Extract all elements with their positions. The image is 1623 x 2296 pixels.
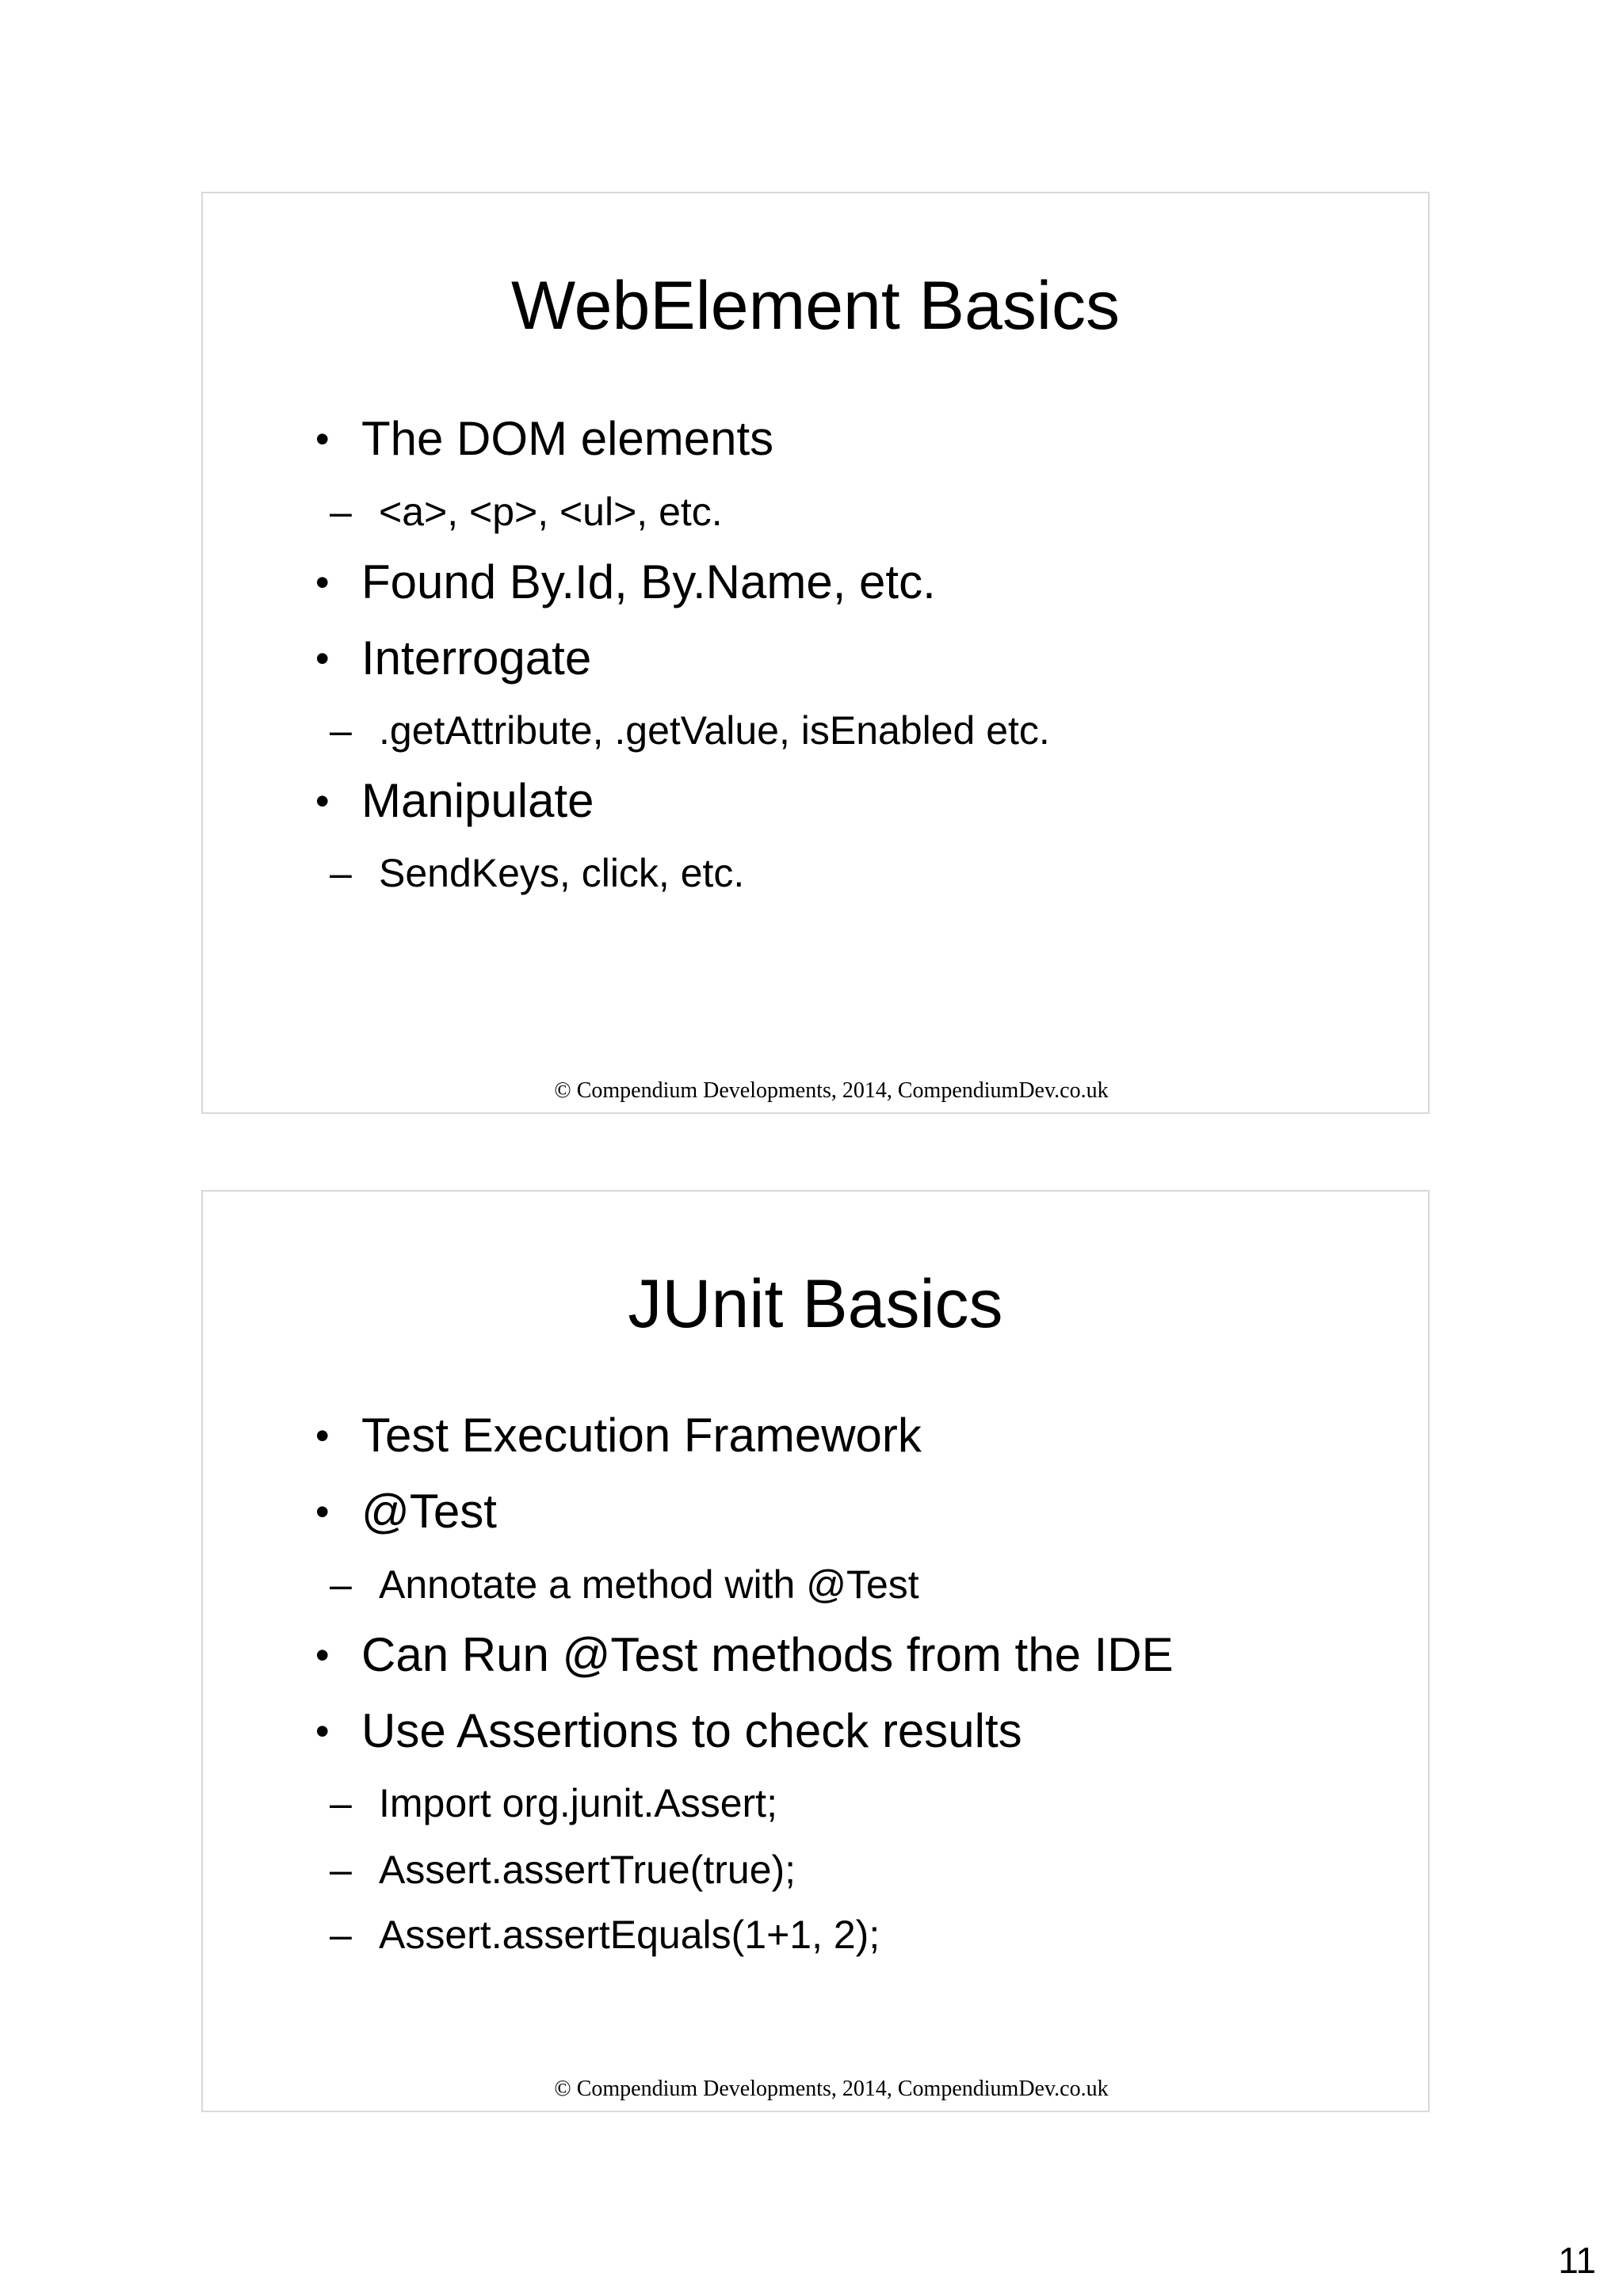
bullet-text: Use Assertions to check results xyxy=(361,1704,1022,1757)
sub-bullet-text: Annotate a method with @Test xyxy=(379,1562,919,1607)
bullet-marker: • xyxy=(315,1709,330,1753)
bullet-marker: • xyxy=(315,779,330,823)
bullet-text: Can Run @Test methods from the IDE xyxy=(361,1628,1174,1681)
sub-bullet-text: <a>, <p>, <ul>, etc. xyxy=(379,490,723,534)
bullet-text: Manipulate xyxy=(361,774,594,827)
sub-bullet-marker: – xyxy=(330,1913,352,1957)
page-number: 11 xyxy=(1558,2240,1596,2281)
slide-title: JUnit Basics xyxy=(628,1266,1003,1342)
bullet-marker: • xyxy=(315,417,330,461)
slide-junit-basics xyxy=(201,1190,1430,2112)
sub-bullet-text: Assert.assertTrue(true); xyxy=(379,1848,796,1892)
sub-bullet-marker: – xyxy=(330,490,352,534)
slide-footer-copyright: © Compendium Developments, 2014, CompendiumDev.co.uk xyxy=(554,2077,1109,2101)
slide-footer-copyright: © Compendium Developments, 2014, CompendiumDev.co.uk xyxy=(554,1078,1109,1103)
bullet-text: Interrogate xyxy=(361,631,592,685)
sub-bullet-marker: – xyxy=(330,851,352,895)
bullet-text: The DOM elements xyxy=(361,412,774,465)
slide-webelement-basics xyxy=(201,192,1430,1114)
sub-bullet-text: .getAttribute, .getValue, isEnabled etc. xyxy=(379,708,1050,753)
bullet-text: @Test xyxy=(361,1485,497,1538)
bullet-text: Test Execution Framework xyxy=(361,1409,922,1462)
slide-title: WebElement Basics xyxy=(511,268,1120,344)
bullet-marker: • xyxy=(315,1489,330,1534)
bullet-marker: • xyxy=(315,560,330,605)
sub-bullet-marker: – xyxy=(330,708,352,753)
sub-bullet-marker: – xyxy=(330,1781,352,1825)
bullet-marker: • xyxy=(315,1633,330,1677)
bullet-text: Found By.Id, By.Name, etc. xyxy=(361,555,936,608)
sub-bullet-text: Assert.assertEquals(1+1, 2); xyxy=(379,1913,880,1957)
sub-bullet-marker: – xyxy=(330,1848,352,1892)
bullet-marker: • xyxy=(315,636,330,681)
bullet-marker: • xyxy=(315,1413,330,1458)
sub-bullet-marker: – xyxy=(330,1562,352,1607)
sub-bullet-text: SendKeys, click, etc. xyxy=(379,851,745,895)
sub-bullet-text: Import org.junit.Assert; xyxy=(379,1781,777,1825)
